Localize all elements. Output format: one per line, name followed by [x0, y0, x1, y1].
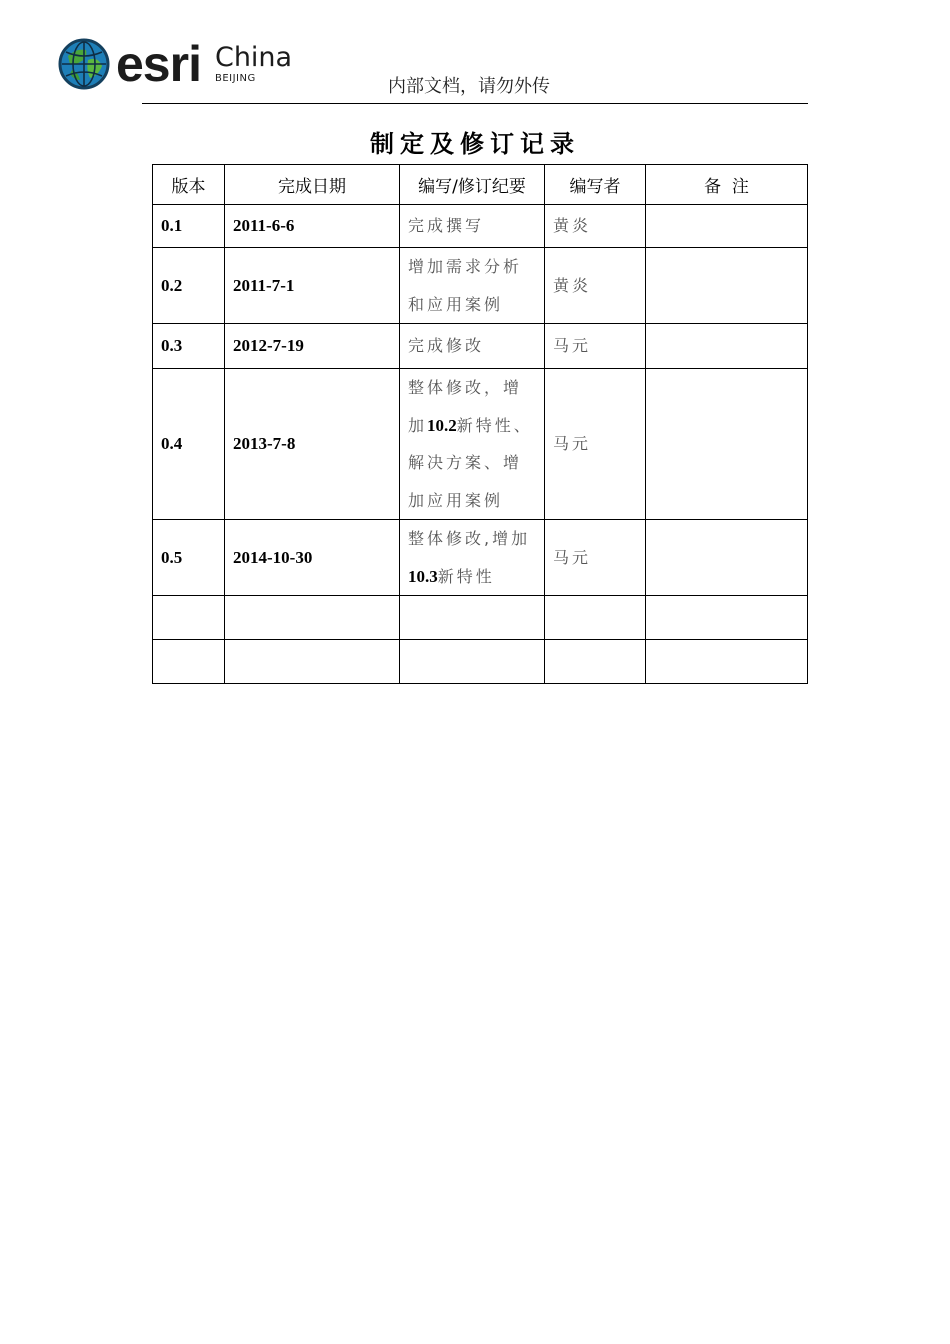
- version-cell: 0.4: [153, 369, 225, 520]
- revision-table: [152, 164, 808, 684]
- summary-cell: 整体修改,增加10.3新特性: [400, 520, 545, 596]
- note-cell: [646, 596, 808, 640]
- author-cell: [545, 596, 646, 640]
- author-cell: 马元: [545, 324, 646, 369]
- table-row: [153, 520, 808, 596]
- version-cell: [153, 596, 225, 640]
- author-cell: 马元: [545, 369, 646, 520]
- page-title: 制定及修订记录: [370, 129, 580, 158]
- note-cell: [646, 248, 808, 324]
- author-cell: 黄炎: [545, 248, 646, 324]
- column-header-summary: 编写/修订纪要: [400, 165, 545, 205]
- author-cell: 马元: [545, 520, 646, 596]
- summary-cell: 整体修改，增加10.2新特性、解决方案、增加应用案例: [400, 369, 545, 520]
- table-row: [153, 640, 808, 684]
- column-header-author: 编写者: [545, 165, 646, 205]
- date-cell: 2012-7-19: [225, 324, 400, 369]
- version-cell: 0.1: [153, 205, 225, 248]
- summary-cell: [400, 596, 545, 640]
- version-cell: 0.2: [153, 248, 225, 324]
- summary-cell: [400, 640, 545, 684]
- date-cell: [225, 596, 400, 640]
- date-cell: 2011-7-1: [225, 248, 400, 324]
- table-row: [153, 248, 808, 324]
- version-cell: 0.5: [153, 520, 225, 596]
- summary-cell: 完成修改: [400, 324, 545, 369]
- date-cell: 2011-6-6: [225, 205, 400, 248]
- logo-city: BEIJING: [214, 73, 256, 84]
- note-cell: [646, 520, 808, 596]
- version-cell: 0.3: [153, 324, 225, 369]
- column-header-note: 备 注: [646, 165, 808, 205]
- author-cell: [545, 640, 646, 684]
- esri-china-logo: [58, 36, 292, 92]
- summary-cell: 完成撰写: [400, 205, 545, 248]
- date-cell: 2013-7-8: [225, 369, 400, 520]
- column-header-version: 版本: [153, 165, 225, 205]
- logo-subtitle: China: [214, 42, 293, 73]
- logo-wordmark: esri: [116, 36, 201, 92]
- date-cell: 2014-10-30: [225, 520, 400, 596]
- table-row: [153, 205, 808, 248]
- column-header-date: 完成日期: [225, 165, 400, 205]
- date-cell: [225, 640, 400, 684]
- table-row: [153, 369, 808, 520]
- note-cell: [646, 369, 808, 520]
- confidential-note: 内部文档，请勿外传: [388, 76, 550, 97]
- summary-cell: 增加需求分析和应用案例: [400, 248, 545, 324]
- table-header-row: [153, 165, 808, 205]
- author-cell: 黄炎: [545, 205, 646, 248]
- table-row: [153, 596, 808, 640]
- note-cell: [646, 640, 808, 684]
- table-row: [153, 324, 808, 369]
- globe-icon: [58, 38, 110, 90]
- note-cell: [646, 324, 808, 369]
- version-cell: [153, 640, 225, 684]
- note-cell: [646, 205, 808, 248]
- header-divider: [142, 103, 808, 104]
